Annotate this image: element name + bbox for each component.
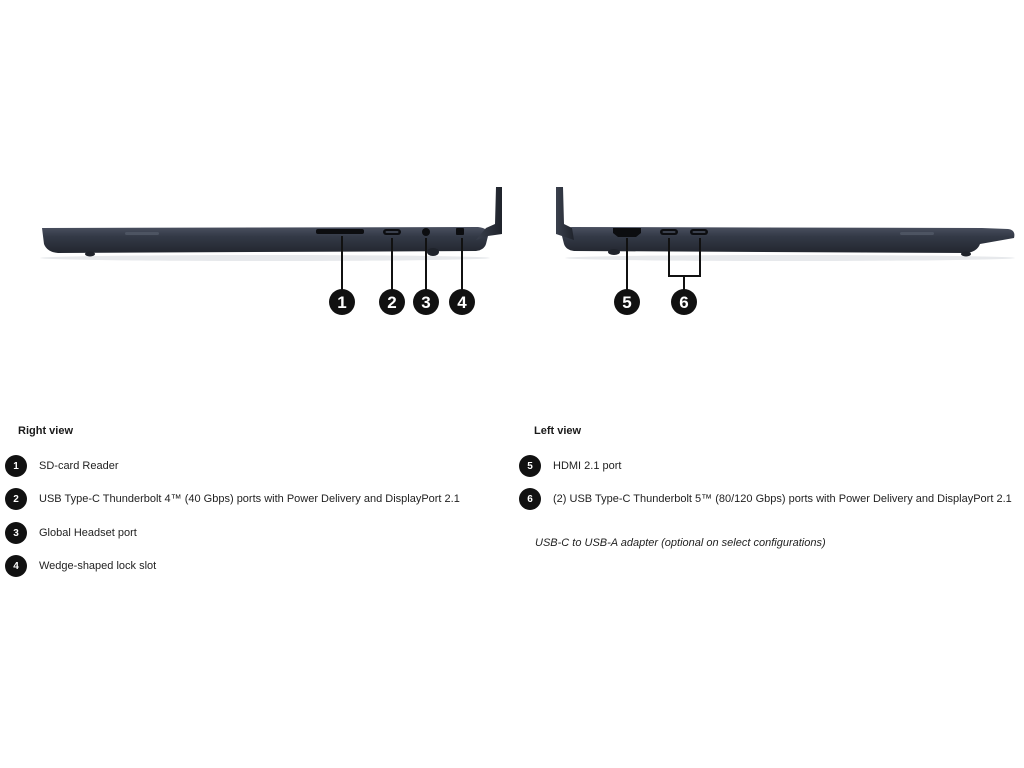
legend-badge-3: 3 [5, 522, 27, 544]
legend-item-6 [519, 487, 1012, 511]
left-view-title: Left view [534, 425, 582, 437]
callout-5 [614, 289, 640, 315]
callout-4 [449, 289, 475, 315]
legend-badge-6: 6 [519, 488, 541, 510]
laptop-side-views-illustration [0, 0, 1024, 340]
callout-3 [413, 289, 439, 315]
callout-1 [329, 289, 355, 315]
hdmi-port-icon [613, 228, 641, 237]
legend-item-2 [5, 487, 460, 511]
adapter-note: USB-C to USB-A adapter (optional on select configurations) [535, 537, 826, 549]
laptop-illustration-svg [0, 0, 1024, 340]
left-foot-back [608, 249, 620, 255]
legend-text-6: (2) USB Type-C Thunderbolt 5™ (80/120 Gbps) ports with Power Delivery and DisplayPort 2.1 [553, 493, 1012, 505]
right-foot-front [85, 252, 95, 257]
legend-item-1 [5, 454, 118, 478]
legend-badge-1: 1 [5, 455, 27, 477]
callout-4-label: 4 [457, 293, 467, 312]
right-laptop-shadow [40, 255, 490, 261]
lock-slot-icon [456, 228, 464, 235]
right-view-title: Right view [18, 425, 74, 437]
legend-item-4 [5, 554, 156, 578]
legend-badge-2: 2 [5, 488, 27, 510]
left-speaker-grille [900, 232, 934, 235]
right-laptop-base [42, 227, 488, 253]
usb-c-port-inner-icon [386, 231, 399, 233]
callout-1-label: 1 [337, 293, 347, 312]
legend-text-5: HDMI 2.1 port [553, 460, 622, 472]
legend-text-1: SD-card Reader [39, 460, 119, 472]
headset-jack-icon [422, 228, 430, 236]
usb-c-tb5-port-1-inner-icon [663, 231, 676, 233]
left-laptop-lid [556, 187, 574, 240]
legend-text-2: USB Type-C Thunderbolt 4™ (40 Gbps) ports with Power Delivery and DisplayPort 2.1 [39, 493, 460, 505]
legend-text-4: Wedge-shaped lock slot [39, 560, 157, 572]
right-view-laptop [40, 187, 502, 315]
legend-item-5 [519, 454, 621, 478]
legend-badge-4: 4 [5, 555, 27, 577]
left-foot-front [961, 252, 971, 257]
left-laptop-shadow [565, 255, 1015, 261]
legend-item-3 [5, 521, 137, 545]
right-speaker-grille [125, 232, 159, 235]
legend-text-3: Global Headset port [39, 527, 137, 539]
callout-6-label: 6 [679, 293, 689, 312]
callout-6 [671, 289, 697, 315]
callout-3-label: 3 [421, 293, 431, 312]
legend-badge-5: 5 [519, 455, 541, 477]
callout-2-label: 2 [387, 293, 397, 312]
left-view-laptop [556, 187, 1015, 315]
callout-5-label: 5 [622, 293, 632, 312]
sd-card-slot-icon [316, 229, 364, 234]
right-foot-back [427, 248, 439, 256]
callout-2 [379, 289, 405, 315]
usb-c-tb5-port-2-inner-icon [693, 231, 706, 233]
